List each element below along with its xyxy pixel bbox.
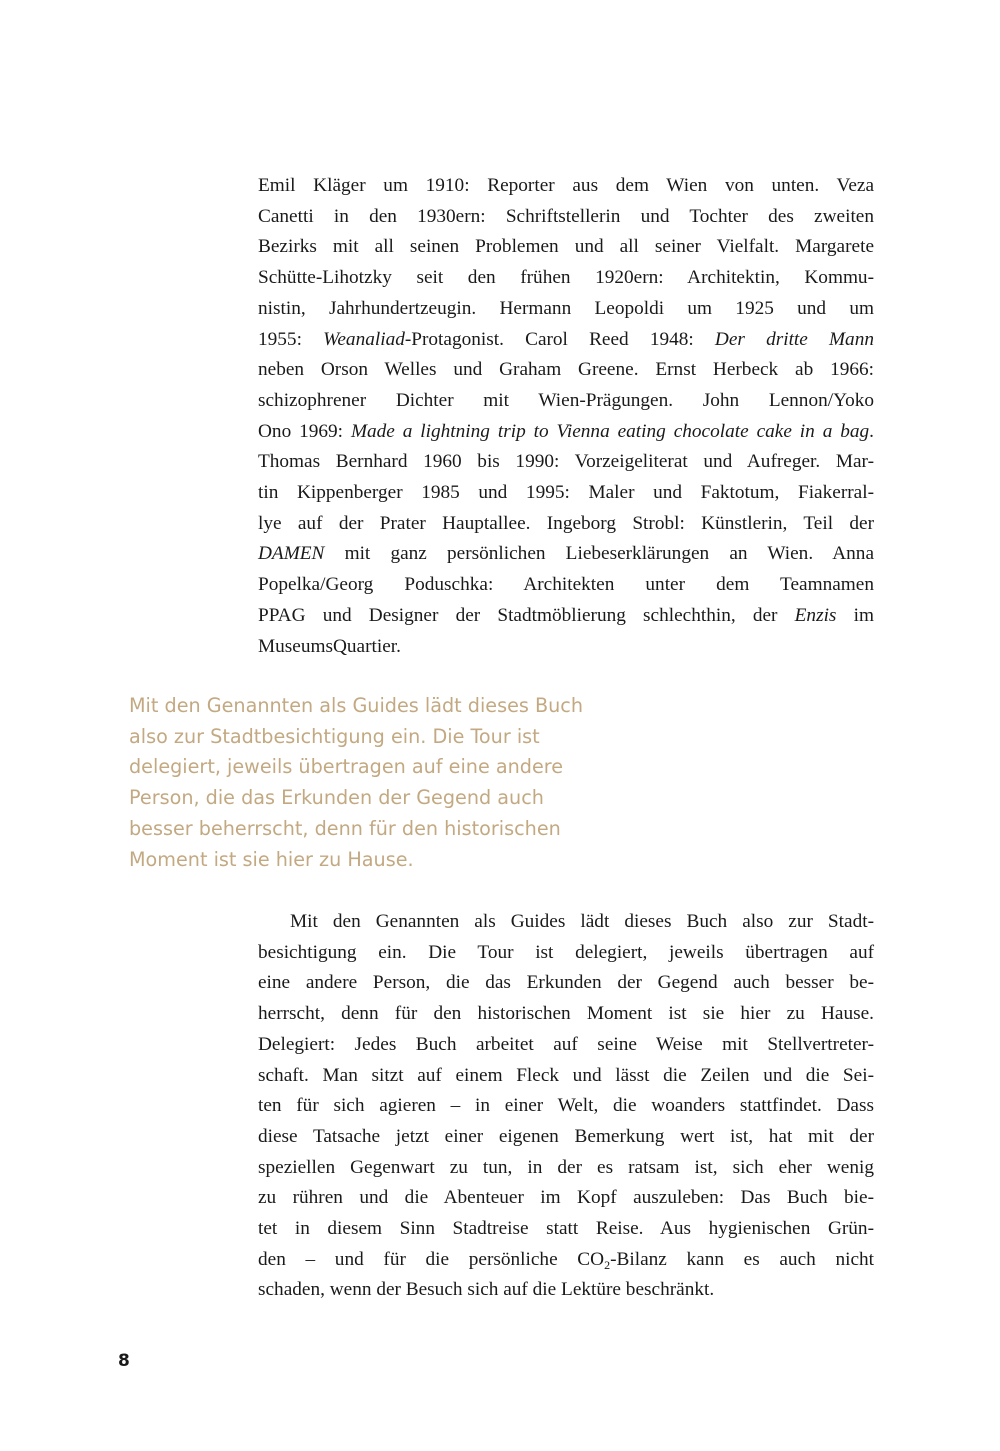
text-line: delegiert, jeweils übertragen auf eine andere [129, 755, 564, 779]
text-line: also zur Stadtbesichtigung ein. Die Tour ist [129, 724, 540, 748]
text-line: lye auf der Prater Hauptallee. Ingeborg Strobl: Künstlerin, Teil der [258, 512, 874, 534]
text-line: speziellen Gegenwart zu tun, in der es ratsam ist, sich eher wenig [258, 1156, 874, 1178]
text-line: Bezirks mit all seinen Problemen und all seiner Vielfalt. Margarete [258, 236, 874, 258]
body-paragraph-1 [258, 171, 874, 662]
text-line: nistin, Jahrhundertzeugin. Hermann Leopoldi um 1925 und um [258, 297, 874, 319]
text-line: diese Tatsache jetzt einer eigenen Bemerkung wert ist, hat mit der [258, 1125, 874, 1147]
text-line: schaden, wenn der Besuch sich auf die Lektüre beschränkt. [258, 1279, 715, 1301]
text-line: Delegiert: Jedes Buch arbeitet auf seine Weise mit Stellvertreter- [258, 1033, 874, 1055]
text-line: MuseumsQuartier. [258, 635, 401, 657]
text-line: besser beherrscht, denn für den historischen [129, 816, 561, 840]
text-line: den – und für die persönliche $CO_2$-Bilanz kann es auch nicht [258, 1248, 874, 1272]
body-paragraph-2 [258, 907, 874, 1306]
text-line: schizophrener Dichter mit Wien-Prägungen. John Lennon/Yoko [258, 389, 874, 411]
text-line: PPAG und Designer der Stadtmöblierung schlechthin, der Enzis im [258, 604, 874, 626]
text-line: neben Orson Welles und Graham Greene. Ernst Herbeck ab 1966: [258, 359, 874, 381]
page-number: 8 [118, 1351, 130, 1371]
text-line: schaft. Man sitzt auf einem Fleck und lässt die Zeilen und die Sei- [258, 1064, 874, 1086]
text-line: Canetti in den 1930ern: Schriftstellerin und Tochter des zweiten [258, 205, 874, 227]
text-line: Schütte-Lihotzky seit den frühen 1920ern: Architektin, Kommu- [258, 267, 874, 289]
text-line: Mit den Genannten als Guides lädt dieses Buch also zur Stadt- [290, 911, 874, 932]
text-line: Moment ist sie hier zu Hause. [129, 847, 414, 871]
text-line: Ono 1969: Made a lightning trip to Vienna eating chocolate cake in a bag. [258, 420, 874, 442]
text-line: DAMEN mit ganz persönlichen Liebeserklärungen an Wien. Anna [258, 543, 874, 565]
text-line: Emil Kläger um 1910: Reporter aus dem Wien von unten. Veza [258, 175, 874, 196]
text-line: tet in diesem Sinn Stadtreise statt Reise. Aus hygienischen Grün- [258, 1218, 874, 1240]
text-line: eine andere Person, die das Erkunden der Gegend auch besser be- [258, 972, 874, 994]
text-line: zu rühren und die Abenteuer im Kopf auszuleben: Das Buch bie- [258, 1187, 874, 1209]
text-line: besichtigung ein. Die Tour ist delegiert, jeweils übertragen auf [258, 941, 874, 963]
text-line: ten für sich agieren – in einer Welt, die woanders stattfindet. Dass [258, 1095, 874, 1117]
text-line: Mit den Genannten als Guides lädt dieses Buch [129, 694, 584, 717]
text-line: Thomas Bernhard 1960 bis 1990: Vorzeigeliterat und Aufreger. Mar- [258, 451, 874, 473]
text-line: tin Kippenberger 1985 und 1995: Maler und Faktotum, Fiakerral- [258, 482, 874, 504]
text-line: Popelka/Georg Poduschka: Architekten unter dem Teamnamen [258, 574, 874, 596]
text-line: Person, die das Erkunden der Gegend auch [129, 786, 544, 810]
text-line: 1955: Weanaliad-Protagonist. Carol Reed 1948: Der dritte Mann [258, 328, 874, 350]
pull-quote [129, 691, 629, 875]
text-line: herrscht, denn für den historischen Moment ist sie hier zu Hause. [258, 1003, 874, 1025]
